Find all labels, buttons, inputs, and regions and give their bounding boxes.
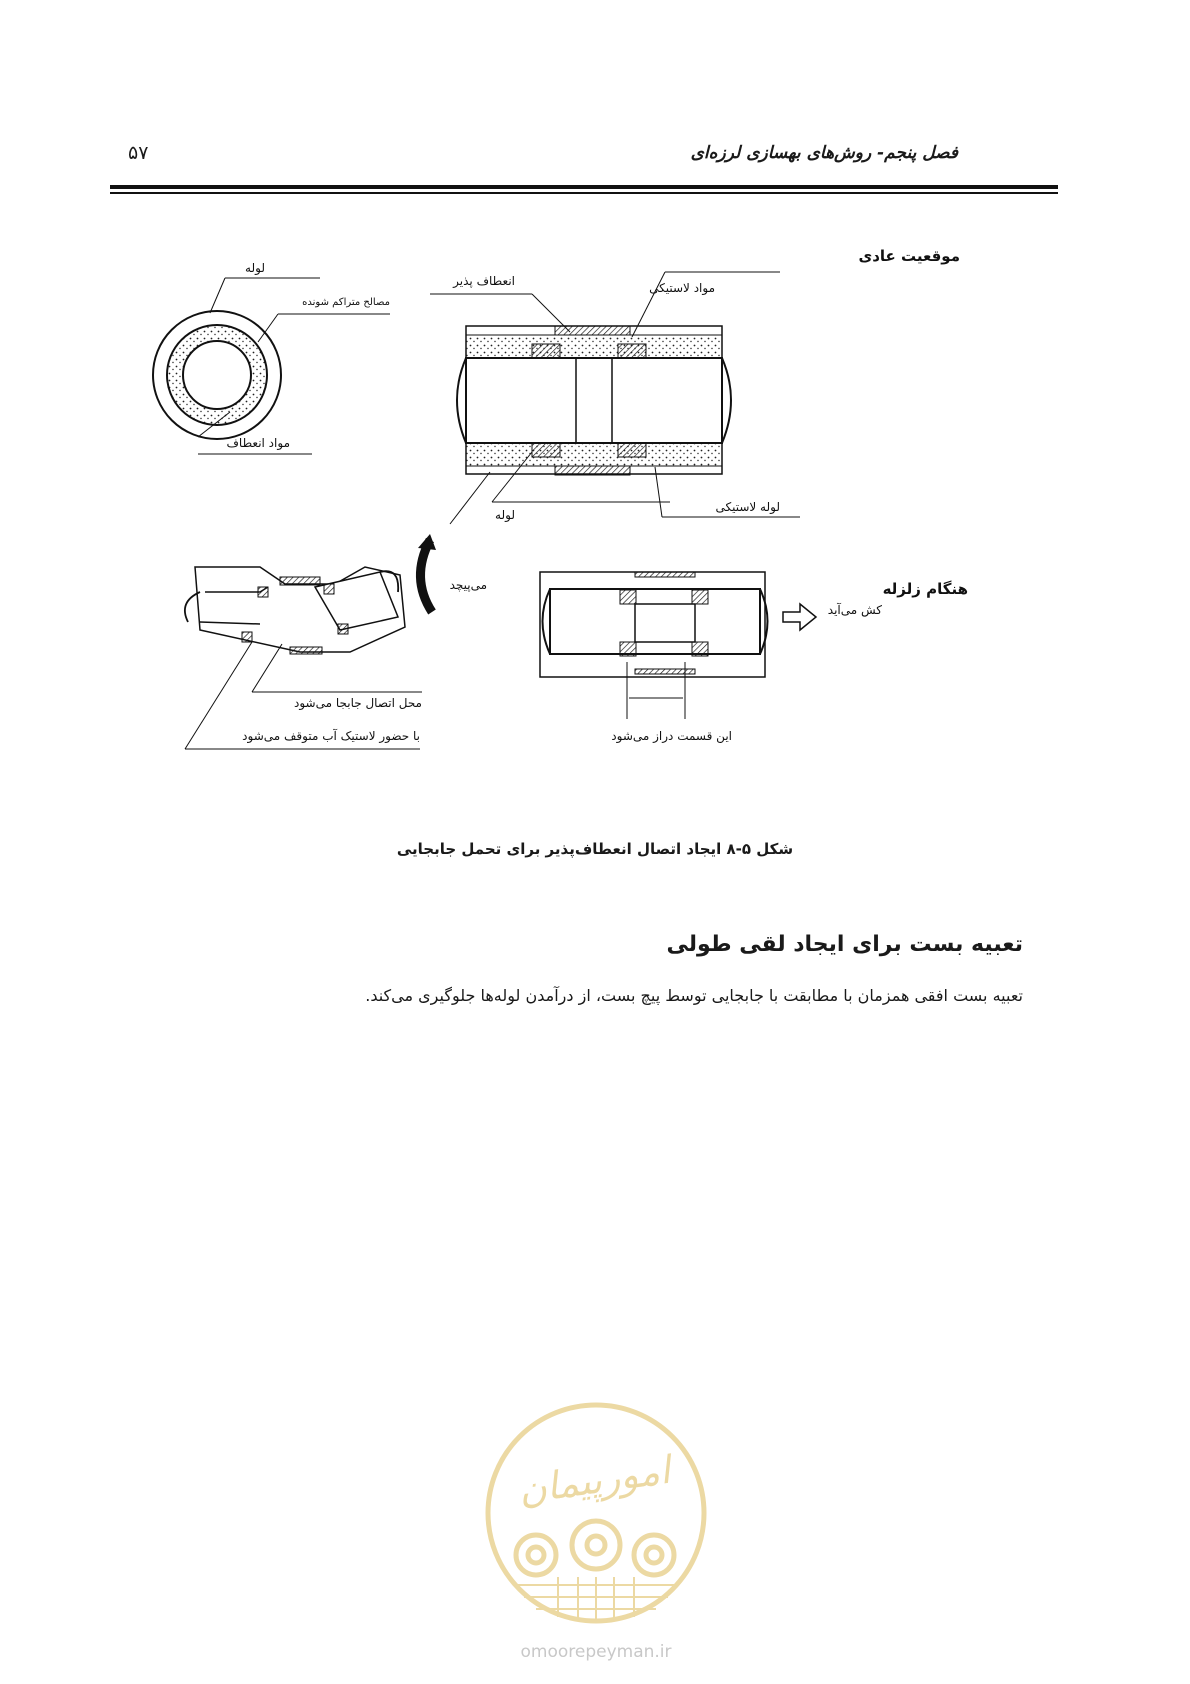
grid-icon <box>518 1577 674 1621</box>
label-pulls: کش می‌آید <box>827 603 882 617</box>
label-cs-pipe: لوله <box>245 261 265 275</box>
figure-flexible-joint <box>140 232 980 817</box>
watermark-brand-text: امورپیمان <box>515 1447 673 1513</box>
header-rule-thick <box>110 185 1058 189</box>
watermark-logo <box>478 1395 714 1665</box>
pipe-joint-normal <box>430 272 800 524</box>
label-joint-moves: محل اتصال جابجا می‌شود <box>293 696 422 710</box>
pipe-joint-extended <box>540 572 882 744</box>
gears-icon <box>516 1521 674 1575</box>
header-rule-thin <box>110 192 1058 194</box>
label-normal-position: موقعیت عادی <box>858 247 960 265</box>
watermark-url: omoorepeyman.ir <box>520 1642 672 1662</box>
label-rubber-stops-water: با حضور لاستیک آب متوقف می‌شود <box>242 729 420 743</box>
label-cs-flexible-material: مواد انعطاف <box>226 436 290 450</box>
label-top-pipe: لوله <box>495 508 515 522</box>
figure-caption: شکل ۵-۸ ایجاد اتصال انعطاف‌پذیر برای تحمل جابجایی <box>396 840 794 858</box>
page-number: ۵۷ <box>128 142 149 164</box>
running-head: فصل پنجم- روش‌های بهسازی لرزه‌ای <box>690 143 958 163</box>
label-cs-aggregate: مصالح متراکم شونده <box>302 297 390 308</box>
section-heading: تعبیه بست برای ایجاد لقی طولی <box>666 932 1023 957</box>
pipe-joint-twisted <box>185 534 487 749</box>
label-during-earthquake: هنگام زلزله <box>882 580 968 598</box>
label-top-flexible: انعطاف پذیر <box>453 274 515 288</box>
body-paragraph: تعبیه بست افقی همزمان با مطابقت با جابجایی توسط پیچ بست، از درآمدن لوله‌ها جلوگیری می‌کند. <box>365 986 1023 1005</box>
label-section-extends: این قسمت دراز می‌شود <box>611 729 732 743</box>
label-twists: می‌پیچد <box>449 578 487 592</box>
label-top-rubber-material: مواد لاستیکی <box>649 281 715 295</box>
label-top-rubber-pipe: لوله لاستیکی <box>715 500 780 514</box>
pipe-cross-section <box>153 261 390 454</box>
